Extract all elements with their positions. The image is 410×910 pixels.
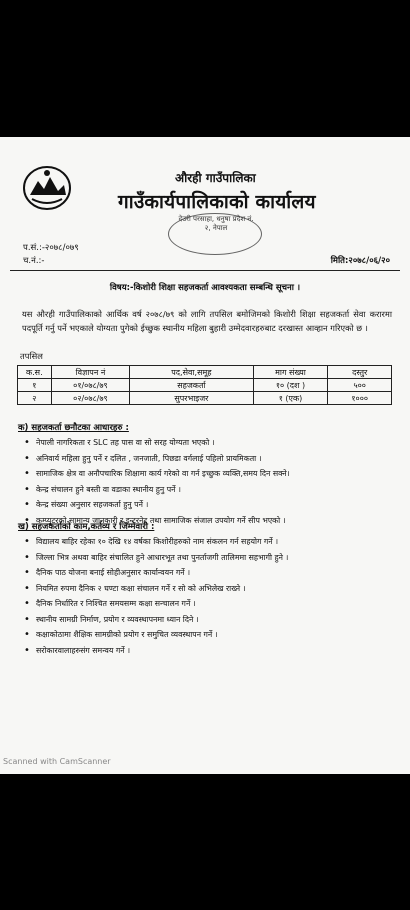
- list-item: • दैनिक पाठ योजना बनाई सोहीअनुसार कार्यान्वयन गर्ने ।: [24, 565, 394, 581]
- stamp-text: देउरी परसाहा, धनुषा प्रदेश नं. २, नेपाल: [178, 215, 254, 232]
- table-header-row: [18, 366, 392, 379]
- header-quantity: माग संख्या: [253, 366, 328, 379]
- notice-body: यस औरही गाउँपालिकाको आर्थिक वर्ष २०७८/७९ को लागि तपसिल बमोजिमको किशोरी शिक्षा सहजकर्ता सेवा करारमा पदपूर्ति गर्नु पर्ने भएकाले योग्यता पुगेको ईच्छुक स्थानीय महिला बुहारी उम्मेदवारहरुबाट दरखास्त आव्हान गरिएको छ ।: [22, 309, 392, 333]
- notice-subject: विषय:-किशोरी शिक्षा सहजकर्ता आवश्यकता सम्बन्धि सूचना ।: [109, 283, 301, 293]
- criteria-title: क) सहजकर्ता छनौटका आधारहरु :: [18, 423, 129, 433]
- header-ad-number: विज्ञापन नं: [51, 366, 130, 379]
- cell-fee: १०००: [328, 392, 392, 405]
- vacancy-table: [17, 365, 392, 405]
- dispatch-number: च.नं.:-: [23, 256, 45, 266]
- cell-ad-number: ०१/०७८/७९: [51, 379, 130, 392]
- reference-number: प.सं.:-२०७८/०७९: [23, 243, 79, 253]
- header-fee: दस्तुर: [328, 366, 392, 379]
- criteria-list: [24, 435, 394, 528]
- list-item: • केन्द्र संचालन हुने बस्ती वा वडाका स्थानीय हुनु पर्ने ।: [24, 482, 394, 498]
- cell-serial: २: [18, 392, 52, 405]
- cell-serial: १: [18, 379, 52, 392]
- list-item: • अनिवार्य महिला हुनु पर्ने र दलित , जनजाती, पिछडा वर्गलाई पहिलो प्रायमिकता ।: [24, 451, 394, 467]
- municipality-name: औरही गाउँपालिका: [175, 171, 256, 185]
- list-item: • जिल्ला भित्र अथवा बाहिर संचालित हुने आधारभूत तथा पुनर्ताजगी तालिममा सहभागी हुने ।: [24, 550, 394, 566]
- cell-ad-number: ०२/०७८/७९: [51, 392, 130, 405]
- list-item: • स्थानीय सामग्री निर्माण, प्रयोग र व्यवस्थापनमा ध्यान दिने ।: [24, 612, 394, 628]
- list-item: • केन्द्र संख्या अनुसार सहजकर्ता हुनु पर्ने ।: [24, 497, 394, 513]
- scanner-watermark: Scanned with CamScanner: [3, 757, 111, 766]
- cell-position: सुपरभाइजर: [130, 392, 253, 405]
- office-title: गाउँकार्यपालिकाको कार्यालय: [118, 191, 316, 213]
- list-item: • कक्षाकोठामा शैक्षिक सामग्रीको प्रयोग र समुचित व्यवस्थापन गर्ने ।: [24, 627, 394, 643]
- tapsil-label: तपसिल: [20, 351, 43, 361]
- header-serial: क.स.: [18, 366, 52, 379]
- document-page: [0, 137, 410, 774]
- list-item: • विद्यालय बाहिर रहेका १० देखि १४ वर्षका किशोरीहरुको नाम संकलन गर्न सहयोग गर्ने ।: [24, 534, 394, 550]
- cell-quantity: १ (एक): [253, 392, 328, 405]
- notice-date: मिति:२०७८/०६/२०: [330, 256, 390, 266]
- duties-title: ख) सहजकर्ताको काम,कर्तव्य र जिम्मेवारी :: [18, 522, 155, 532]
- list-item: • दैनिक निर्धारित र निश्चित समयसम्म कक्षा सन्चालन गर्ने ।: [24, 596, 394, 612]
- table-row: [18, 379, 392, 392]
- list-item: • नियमित रुपमा दैनिक २ घण्टा कक्षा संचालन गर्ने र सो को अभिलेख राख्ने ।: [24, 581, 394, 597]
- divider: [10, 270, 400, 271]
- list-item: • नेपाली नागरिकता र SLC तह पास वा सो सरह योग्यता भएको ।: [24, 435, 394, 451]
- list-item: • सरोकारवालाहरुसंग समन्वय गर्ने ।: [24, 643, 394, 659]
- cell-quantity: १० (दश ): [253, 379, 328, 392]
- header-position: पद,सेवा,समूह: [130, 366, 253, 379]
- list-item: • कम्प्युटरको सामान्य जानकारी र इन्टरनेट तथा सामाजिक संजाल उपयोग गर्ने सीप भएको ।: [24, 513, 394, 529]
- table-row: [18, 392, 392, 405]
- list-item: • सामाजिक क्षेत्र वा अनौपचारिक शिक्षामा कार्य गरेको वा गर्न इच्छुक व्यक्ति,समय दिन सक्ने।: [24, 466, 394, 482]
- cell-position: सहजकर्ता: [130, 379, 253, 392]
- government-emblem-icon: [22, 165, 72, 211]
- cell-fee: ५००: [328, 379, 392, 392]
- duties-list: [24, 534, 394, 658]
